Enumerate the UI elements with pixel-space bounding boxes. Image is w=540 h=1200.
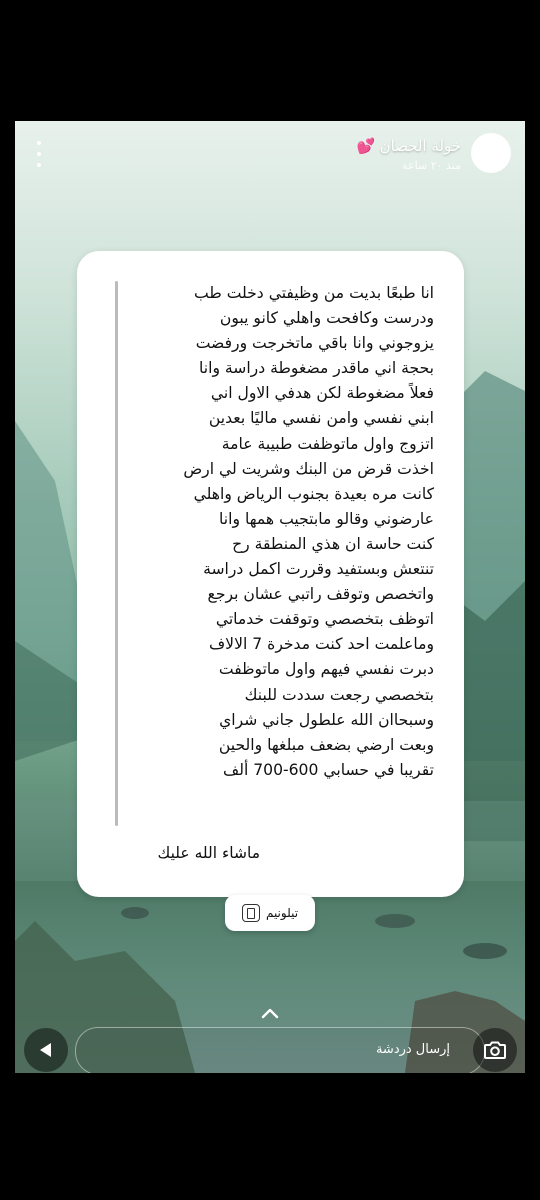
- timestamp: منذ ٢٠ ساعة: [402, 159, 461, 172]
- heart-emoji: 💕: [356, 137, 376, 155]
- camera-button[interactable]: [473, 1028, 517, 1072]
- reply-text: ماشاء الله عليك: [157, 844, 260, 862]
- chevron-up-icon[interactable]: [261, 1007, 279, 1019]
- telonym-icon: [242, 904, 260, 922]
- play-left-icon: [36, 1040, 56, 1060]
- story-header: [15, 121, 525, 191]
- username-line[interactable]: [357, 135, 461, 157]
- username[interactable]: خولة الحصان: [379, 137, 461, 155]
- quoted-message: انا طبعًا بديت من وظيفتي دخلت طب ودرست وكافحت واهلي كانو يبون يزوجوني وانا باقي ماتخرجت ورفضت بحجة اني ماقدر مضغوطة دراسة وانا فعلاً مضغوطة لكن هدفي الاول اني ابني نفسي وامن نفسي ماليًا بعدين اتزوج واول ماتوظفت طبيبة عامة اخذت قرض من البنك وشريت لي ارض كانت مره بعيدة بجنوب الرياض واهلي عارضوني وقالو مابتجيب همها وانا كنت حاسة ان هذي المنطقة رح تنتعش وبستفيد وقررت اكمل دراسة واتخصص وتوقف راتبي عشان برجع اتوظف بتخصصي وتوقفت خدماتي وماعلمت احد كنت مدخرة 7 الالاف دبرت نفسي فيهم واول ماتوظفت بتخصصي رجعت سددت للبنك وسبحاان الله علطول جاني شراي وبعت ارضي بضعف مبلغها والحين تقريبا في حسابي 600-700 ألف: [183, 284, 434, 779]
- more-vertical-icon[interactable]: [34, 141, 44, 167]
- quote-bar: [115, 281, 118, 826]
- send-chat-placeholder: إرسال دردشة: [375, 1042, 450, 1057]
- avatar[interactable]: [471, 133, 511, 173]
- story-viewer[interactable]: [15, 121, 525, 1073]
- message-card: [77, 251, 464, 897]
- source-tag[interactable]: [225, 895, 315, 931]
- source-tag-label: تيلونيم: [265, 906, 299, 920]
- send-chat-input[interactable]: [75, 1027, 485, 1073]
- camera-icon: [483, 1040, 507, 1060]
- back-button[interactable]: [24, 1028, 68, 1072]
